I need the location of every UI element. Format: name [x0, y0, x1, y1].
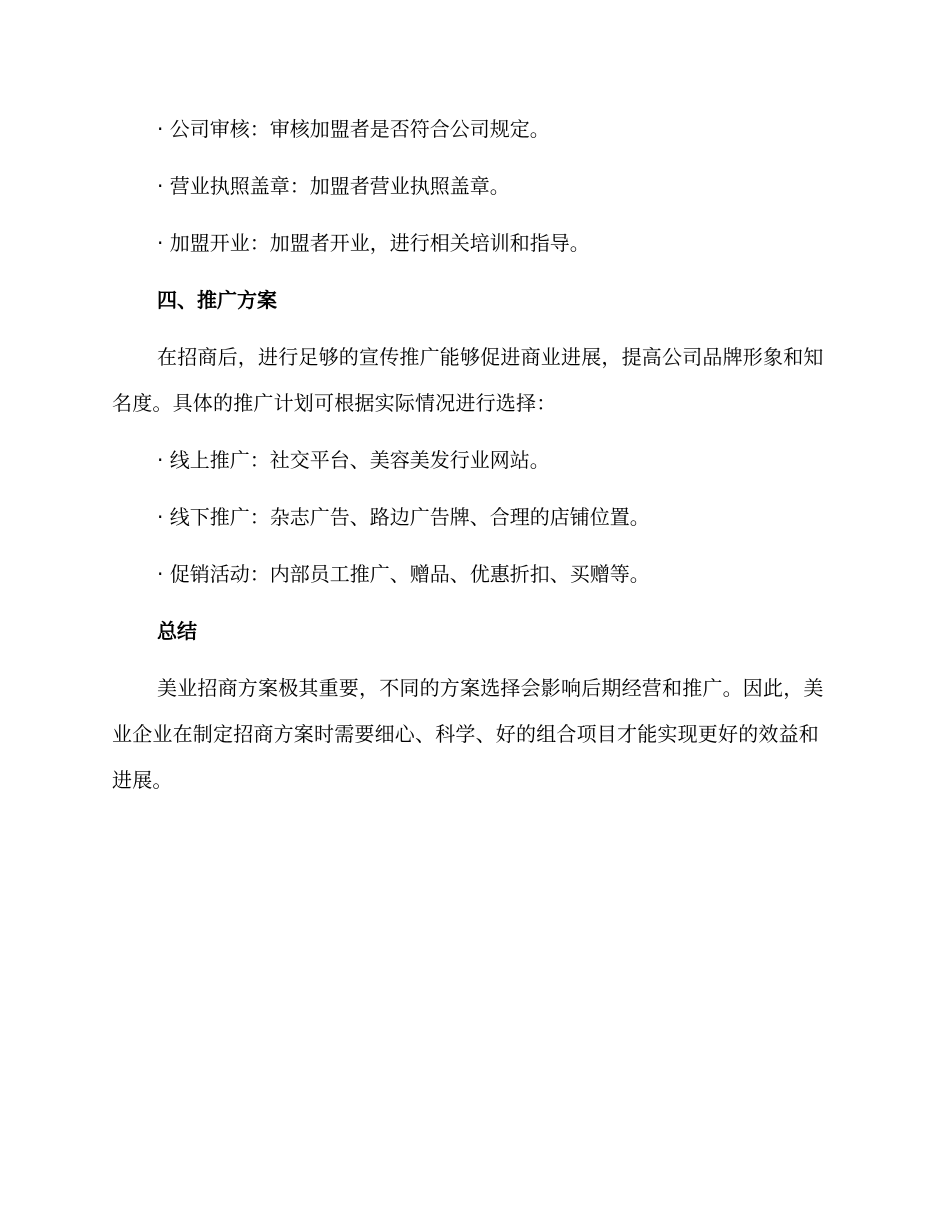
bullet-franchise-opening: · 加盟开业：加盟者开业，进行相关培训和指导。: [157, 231, 590, 255]
summary-paragraph: 美业招商方案极其重要，不同的方案选择会影响后期经营和推广。因此，美业企业在制定招商方案时需要细心、科学、好的组合项目才能实现更好的效益和进展。: [112, 676, 824, 792]
section-heading-promotion: 四、推广方案: [157, 288, 277, 312]
promotion-paragraph: 在招商后，进行足够的宣传推广能够促进商业进展，提高公司品牌形象和知名度。具体的推广计划可根据实际情况进行选择：: [112, 345, 824, 415]
bullet-company-review: · 公司审核：审核加盟者是否符合公司规定。: [157, 117, 550, 141]
bullet-sales-activities: · 促销活动：内部员工推广、赠品、优惠折扣、买赠等。: [157, 562, 650, 586]
document-body: [112, 112, 834, 820]
bullet-license-stamp: · 营业执照盖章：加盟者营业执照盖章。: [157, 174, 510, 198]
section-heading-summary: 总结: [157, 619, 197, 643]
bullet-offline-promotion: · 线下推广：杂志广告、路边广告牌、合理的店铺位置。: [157, 505, 650, 529]
bullet-online-promotion: · 线上推广：社交平台、美容美发行业网站。: [157, 448, 550, 472]
